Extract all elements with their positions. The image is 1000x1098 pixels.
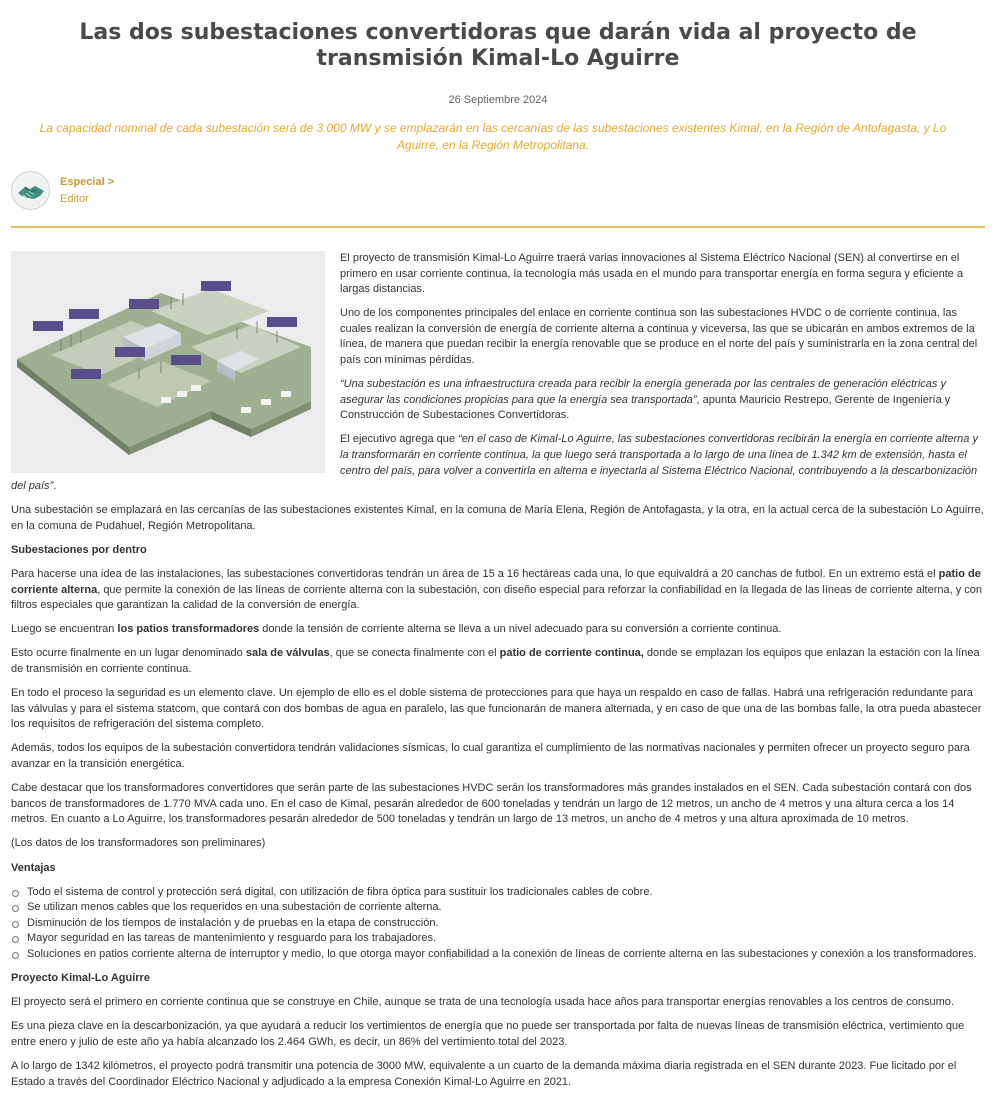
bold-term: patio de corriente continua, bbox=[499, 647, 644, 660]
section-heading: Subestaciones por dentro bbox=[11, 544, 147, 556]
ventajas-list bbox=[11, 885, 985, 963]
avatar[interactable] bbox=[11, 171, 50, 210]
article-page bbox=[0, 20, 1000, 1090]
paragraph: En todo el proceso la seguridad es un elemento clave. Un ejemplo de ello es el doble sistema de protecciones para que haya un respaldo en caso de fallas. Habrá una refrigeración redundante para las válvulas y para el sistema statcom, que contará con dos bombas de agua en paralelo, las que funcionarán de manera alternada, y en caso de que una de las bombas falle, la otra pueda abastecer los requisitos de refrigeración del sistema completo. bbox=[11, 687, 982, 731]
quote-text: “Una subestación es una infraestructura creada para recibir la energía generada por las centrales de generación eléctricas y asegurar las condiciones propicias para que la energía sea transportada” bbox=[340, 378, 946, 406]
handshake-icon bbox=[14, 174, 48, 208]
text-run: , que se conecta finalmente con el bbox=[329, 647, 500, 660]
section-heading: Proyecto Kimal-Lo Aguirre bbox=[11, 972, 150, 985]
article-body bbox=[11, 251, 985, 1090]
bold-term: sala de válvulas bbox=[245, 647, 330, 660]
paragraph: (Los datos de los transformadores son preliminares) bbox=[11, 837, 266, 850]
bold-term: los patios transformadores bbox=[117, 623, 260, 636]
text-run: donde la tensión de corriente alterna se lleva a un nivel adecuado para su conversión a corriente continua. bbox=[259, 623, 782, 636]
text-run: , que permite la conexión de las líneas de corriente alterna con la subestación, con diseño especial para reforzar la confiabilidad en la llegada de las líneas de corriente alterna, y con filtros especiales que garantizan la calidad de la conversión de energía. bbox=[11, 583, 983, 612]
list-item: Soluciones en patios corriente alterna de interruptor y medio, lo que otorga mayor confiabilidad a la conexión de líneas de corriente alterna en las subestaciones y conexión a los transformadores. bbox=[27, 947, 985, 963]
article-subtitle: La capacidad nominal de cada subestación será de 3.000 MW y se emplazarán en las cercanías de las subestaciones existentes Kimal, en la Región de Antofagasta, y Lo Aguirre, en la Región Metropolitana. bbox=[39, 121, 947, 152]
list-item: Se utilizan menos cables que los requeridos en una subestación de corriente alterna. bbox=[27, 900, 985, 916]
author-meta bbox=[60, 174, 114, 208]
list-item: Disminución de los tiempos de instalación y de pruebas en la etapa de construcción. bbox=[27, 916, 985, 932]
paragraph: Es una pieza clave en la descarbonización, ya que ayudará a reducir los vertimientos de energía que no puede ser transportada por falta de nuevas líneas de transmisión eléctrica, vertimiento que entre enero y julio de este año ya había alcanzado los 2.464 GWh, es decir, un 86% del vertimiento total del 2023. bbox=[11, 1020, 965, 1048]
publish-date: 26 Septiembre 2024 bbox=[448, 94, 548, 106]
paragraph: Uno de los componentes principales del enlace en corriente continua son las subestaciones HVDC o de corriente continua, las cuales realizan la conversión de energía de corriente alterna a continua y viceversa, las que se ubicarán en ambos extremos de la línea, de manera que puedan recibir la energía renovable que se produce en el norte del país y suministrarla en la zona central del país con mínimas pérdidas. bbox=[340, 307, 978, 367]
paragraph: El proyecto será el primero en corriente continua que se construye en Chile, aunque se trata de una tecnología usada hace años para transportar energías renovables a los centros de consumo. bbox=[11, 996, 954, 1009]
list-item: Todo el sistema de control y protección será digital, con utilización de fibra óptica para sustituir los tradicionales cables de cobre. bbox=[27, 885, 985, 901]
text-run: Luego se encuentran bbox=[11, 623, 118, 636]
paragraph: Cabe destacar que los transformadores convertidores que serán parte de las subestaciones HVDC serán los transformadores más grandes instalados en el SEN. Cada subestación contará con dos bancos de transformadores de 1.770 MVA cada uno. En el caso de Kimal, pesarán alrededor de 600 toneladas y tendrán un largo de 12 metros, un ancho de 4 metros y una altura cerca a los 14 metros. En cuanto a Lo Aguirre, los transformadores pesarán alrededor de 500 toneladas y tendrán un largo de 13 metros, un ancho de 4 metros y una altura aproximada de 10 metros. bbox=[11, 782, 972, 826]
quote-text: “en el caso de Kimal-Lo Aguirre, las subestaciones convertidoras recibirán la energía en corriente alterna y la transformarán en corriente continua, la que luego será transportada a lo largo de una línea de 1.342 km de extensión, hasta el centro del país, para volver a convertirla en alterna e inyectarla al Sistema Eléctrico Nacional, contribuyendo a la descarbonización del país” bbox=[11, 433, 978, 493]
list-item: Mayor seguridad en las tareas de mantenimiento y resguardo para los trabajadores. bbox=[27, 931, 985, 947]
paragraph bbox=[11, 646, 985, 677]
quote-intro: El ejecutivo agrega que bbox=[340, 433, 459, 446]
author-role: Editor bbox=[60, 192, 89, 205]
text-run: Para hacerse una idea de las instalaciones, las subestaciones convertidoras tendrán un área de 15 a 16 hectáreas cada una, lo que equivaldrá a 20 canchas de futbol. En un extremo está el bbox=[11, 568, 939, 581]
author-block bbox=[11, 171, 985, 210]
paragraph: A lo largo de 1342 kilómetros, el proyecto podrá transmitir una potencia de 3000 MW, equivalente a un cuarto de la demanda máxima diaria registrada en el SEN durante 2023. Fue licitado por el Estado a través del Coordinador Eléctrico Nacional y adjudicado a la empresa Conexión Kimal-Lo Aguirre en 2021. bbox=[11, 1059, 957, 1088]
article-title: Las dos subestaciones convertidoras que darán vida al proyecto de transmisión Kimal-Lo Aguirre bbox=[79, 20, 917, 71]
header-divider bbox=[11, 226, 985, 228]
paragraph: El proyecto de transmisión Kimal-Lo Aguirre traerá varias innovaciones al Sistema Eléctrico Nacional (SEN) al convertirse en el primero en usar corriente continua, la tecnología más usada en el mundo para transportar energía en forma segura y eficiente a largas distancias. bbox=[340, 252, 964, 296]
paragraph: Una subestación se emplazará en las cercanías de las subestaciones existentes Kimal, en la comuna de María Elena, Región de Antofagasta, y la otra, en la actual cerca de la subestación Lo Aguirre, en la comuna de Pudahuel, Región Metropolitana. bbox=[11, 504, 984, 532]
text-run: Esto ocurre finalmente en un lugar denominado bbox=[11, 647, 246, 660]
quote-end: . bbox=[53, 480, 57, 493]
paragraph bbox=[11, 622, 985, 638]
lead-section bbox=[11, 251, 985, 503]
paragraph: Además, todos los equipos de la subestación convertidora tendrán validaciones sísmicas, lo cual garantiza el cumplimiento de las normativas nacionales y permiten ofrecer un proyecto seguro para avanzar en la transición energética. bbox=[11, 742, 970, 771]
quote-attribution: , apunta Mauricio Restrepo, Gerente de Ingeniería y Construcción de Subestaciones Convertidoras. bbox=[340, 393, 951, 422]
section-heading: Ventajas bbox=[11, 861, 56, 874]
paragraph bbox=[11, 567, 985, 614]
substation-illustration bbox=[11, 251, 325, 473]
category-link[interactable]: Especial > bbox=[60, 175, 115, 188]
bold-term: patio de corriente alterna bbox=[11, 568, 981, 596]
text-run: donde se emplazan los equipos que enlazan la estación con la línea de transmisión en corriente continua. bbox=[11, 647, 980, 676]
